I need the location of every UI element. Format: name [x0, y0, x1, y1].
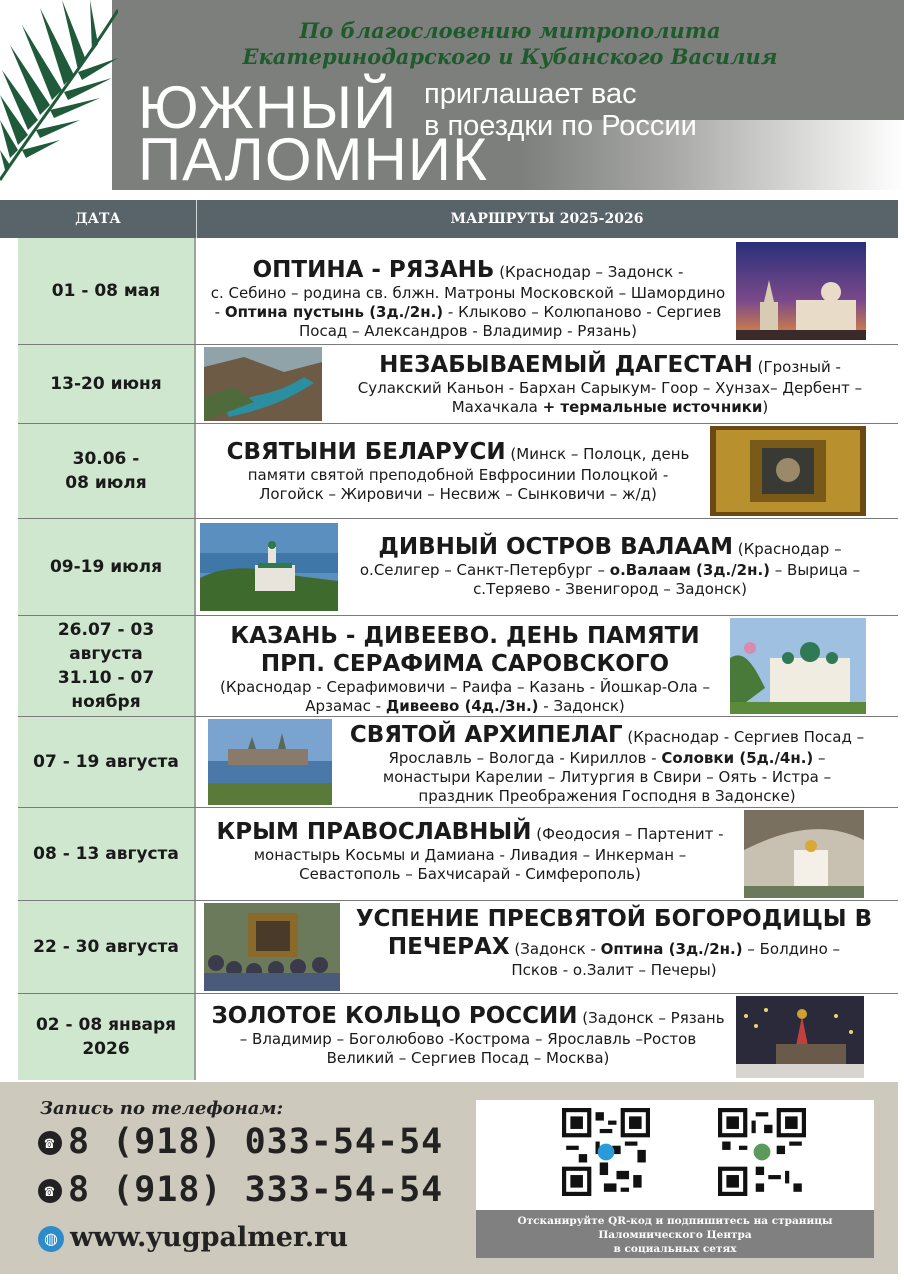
procession-photo [204, 903, 340, 991]
date-text: 30.06 - [72, 449, 140, 469]
trip-title: ДИВНЫЙ ОСТРОВ ВАЛААМ [378, 534, 733, 560]
invite-line-2: в поездки по России [424, 110, 697, 142]
crimea-cave-monastery-photo [744, 810, 864, 898]
route-text: (Краснодар – [733, 540, 842, 558]
route-text: (Краснодар - Серафимовичи – Раифа – Казань - Йошкар-Ола – [219, 678, 710, 696]
qr-caption-line: в социальных сетях [613, 1243, 737, 1255]
date-text: 13-20 июня [50, 374, 162, 394]
globe-icon: ◍ [38, 1226, 64, 1252]
trip-date [18, 616, 196, 716]
date-text: ноября [71, 692, 141, 712]
date-text: 07 - 19 августа [33, 752, 179, 772]
trip-date [18, 238, 196, 344]
route-text: о.Селигер – Санкт-Петербург – [359, 561, 610, 579]
table-row [18, 808, 898, 901]
route-text: праздник Преображения Господня в Задонске) [418, 787, 796, 805]
route-text: (Задонск – Рязань [582, 1009, 725, 1027]
trip-title: НЕЗАБЫВАЕМЫЙ ДАГЕСТАН [379, 352, 753, 378]
date-text: 22 - 30 августа [33, 937, 179, 957]
invite-line-1: приглашает вас [424, 78, 637, 110]
trip-date [18, 717, 196, 807]
blessing-line-1: По благословению митрополита [299, 18, 721, 43]
route-text: (Краснодар - Сергиев Посад – [622, 728, 865, 746]
phone-number: 8 (918) 333-54-54 [68, 1170, 444, 1210]
route-text: Ярославль – Вологда - Кириллов - [388, 749, 662, 767]
website-link[interactable] [38, 1222, 348, 1253]
table-row [18, 994, 898, 1080]
route-text: (Краснодар – Задонск - [494, 263, 684, 281]
route-text: ) [762, 398, 769, 416]
valaam-monastery-photo [200, 523, 338, 611]
date-text: 08 - 13 августа [33, 844, 179, 864]
column-header-date: ДАТА [0, 200, 197, 238]
trip-route [334, 717, 880, 811]
trip-route [200, 616, 730, 722]
trip-title: КРЫМ ПРАВОСЛАВНЫЙ [216, 819, 532, 845]
route-text: (Феодосия – Партенит - [536, 825, 724, 843]
brand-line-1: ЮЖНЫЙ [138, 74, 398, 141]
route-text: Логойск – Жировичи – Несвиж – Сынковичи – ж/д) [259, 485, 657, 503]
date-text: 26.07 - 03 [57, 620, 155, 640]
trip-title: КАЗАНЬ - ДИВЕЕВО. ДЕНЬ ПАМЯТИ [230, 623, 700, 649]
trip-date [18, 519, 196, 615]
brand-line-2: ПАЛОМНИК [138, 126, 488, 193]
table-row [18, 616, 898, 717]
trip-route [344, 901, 884, 997]
trip-title: ЗОЛОТОЕ КОЛЬЦО РОССИИ [211, 1003, 578, 1029]
trip-date [18, 345, 196, 423]
footer [0, 1082, 898, 1274]
icon-shrine-photo [710, 426, 866, 516]
route-highlight: Соловки (5д./4н.) [661, 749, 814, 767]
optina-church-photo [736, 242, 866, 340]
trip-date [18, 424, 196, 518]
diveevo-monastery-photo [730, 618, 866, 714]
route-highlight: Дивеево (4д./3н.) [385, 697, 539, 715]
table-row [18, 424, 898, 519]
trip-title: УСПЕНИЕ ПРЕСВЯТОЙ БОГОРОДИЦЫ В [355, 906, 873, 932]
website-text: www.yugpalmer.ru [70, 1222, 348, 1253]
table-header [0, 200, 898, 238]
trip-title: СВЯТОЙ АРХИПЕЛАГ [349, 722, 623, 748]
qr-caption-line: Паломнического Центра [598, 1229, 752, 1241]
trip-route [200, 994, 736, 1088]
route-text: – [813, 749, 826, 767]
route-text: Махачкала [451, 398, 543, 416]
route-text: (Задонск - [509, 940, 601, 958]
route-text: монастырь Косьмы и Дамиана - Ливадия – Инкерман – [253, 846, 687, 864]
route-text: Псков - о.Залит – Печеры) [511, 961, 717, 979]
table-row [18, 345, 898, 424]
phone-number: 8 (918) 033-54-54 [68, 1122, 444, 1162]
trip-title: ОПТИНА - РЯЗАНЬ [252, 257, 495, 283]
date-text: 31.10 - 07 [57, 668, 155, 688]
route-text: Великий – Сергиев Посад – Москва) [326, 1049, 610, 1067]
trip-route [208, 424, 708, 532]
route-highlight: Оптина (3д./2н.) [600, 940, 743, 958]
solovki-monastery-photo [208, 719, 332, 805]
trip-date [18, 994, 196, 1080]
route-text: Сулакский Каньон - Бархан Сарыкум- Гоор – Хунзах– Дербент – [357, 379, 863, 397]
route-text: - Клыково – Колюпаново - Сергиев [443, 303, 722, 321]
date-text: 02 - 08 января [35, 1015, 177, 1035]
trip-title: ПРП. СЕРАФИМА САРОВСКОГО [260, 651, 670, 677]
signup-label: Запись по телефонам: [40, 1098, 284, 1119]
route-text: (Минск – Полоцк, день [510, 445, 690, 463]
route-highlight: + термальные источники [542, 398, 763, 416]
blessing-line-2: Екатеринодарского и Кубанского Василия [242, 44, 778, 69]
trip-date [18, 808, 196, 900]
route-highlight: Оптина пустынь (3д./2н.) [224, 303, 444, 321]
vk-qr-code[interactable] [718, 1108, 806, 1196]
phone-icon: ☎ [38, 1131, 62, 1155]
invite-text [424, 78, 697, 142]
route-text: – Болдино – [742, 940, 841, 958]
phone-1[interactable] [38, 1122, 443, 1162]
table-row [18, 519, 898, 616]
qr-panel [476, 1100, 874, 1258]
table-row [18, 901, 898, 994]
date-text: 2026 [82, 1039, 130, 1059]
phone-icon: ☎ [38, 1179, 62, 1203]
route-highlight: о.Валаам (3д./2н.) [609, 561, 770, 579]
route-text: – Вырица – [770, 561, 861, 579]
trip-route [200, 238, 736, 362]
trip-route [340, 519, 880, 629]
date-text: 01 - 08 мая [51, 281, 161, 301]
palm-leaf-icon [0, 0, 118, 192]
trip-title: СВЯТЫНИ БЕЛАРУСИ [226, 439, 506, 465]
route-text: памяти святой преподобной Евфросинии Полоцкой - [247, 466, 669, 484]
qr-caption-line: Отсканируйте QR-код и подпишитесь на страницы [517, 1215, 833, 1227]
table-row [18, 717, 898, 808]
blessing-text [200, 18, 820, 70]
date-text: 08 июля [65, 473, 147, 493]
date-text: 09-19 июля [49, 557, 163, 577]
table-row [18, 238, 898, 345]
telegram-qr-code[interactable] [562, 1108, 650, 1196]
route-text: Арзамас - [305, 697, 386, 715]
date-text: августа [69, 644, 143, 664]
column-header-routes: МАРШРУТЫ 2025-2026 [450, 211, 644, 227]
trip-date [18, 901, 196, 993]
route-text: - Задонск) [538, 697, 625, 715]
trip-title: ПЕЧЕРАХ [387, 934, 510, 960]
route-text: с. Себино – родина св. блжн. Матроны Московской – Шамордино [210, 284, 726, 302]
route-text: монастыри Карелии – Литургия в Свири – Оять - Истра – [382, 768, 832, 786]
header [0, 0, 904, 192]
route-text: (Грозный - [752, 358, 841, 376]
phone-2[interactable] [38, 1170, 443, 1210]
dagestan-canyon-photo [204, 347, 322, 421]
trip-route [200, 808, 740, 910]
route-text: с.Теряево - Звенигород – Задонск) [473, 580, 747, 598]
route-text: - [214, 303, 225, 321]
golden-ring-night-photo [736, 996, 864, 1078]
route-text: – Владимир – Боголюбово -Кострома – Ярославль –Ростов [239, 1030, 697, 1048]
qr-caption [476, 1210, 874, 1258]
trip-route [336, 345, 884, 429]
route-text: Севастополь – Бахчисарай - Симферополь) [299, 865, 641, 883]
route-text: Посад – Александров - Владимир - Рязань) [298, 322, 637, 340]
